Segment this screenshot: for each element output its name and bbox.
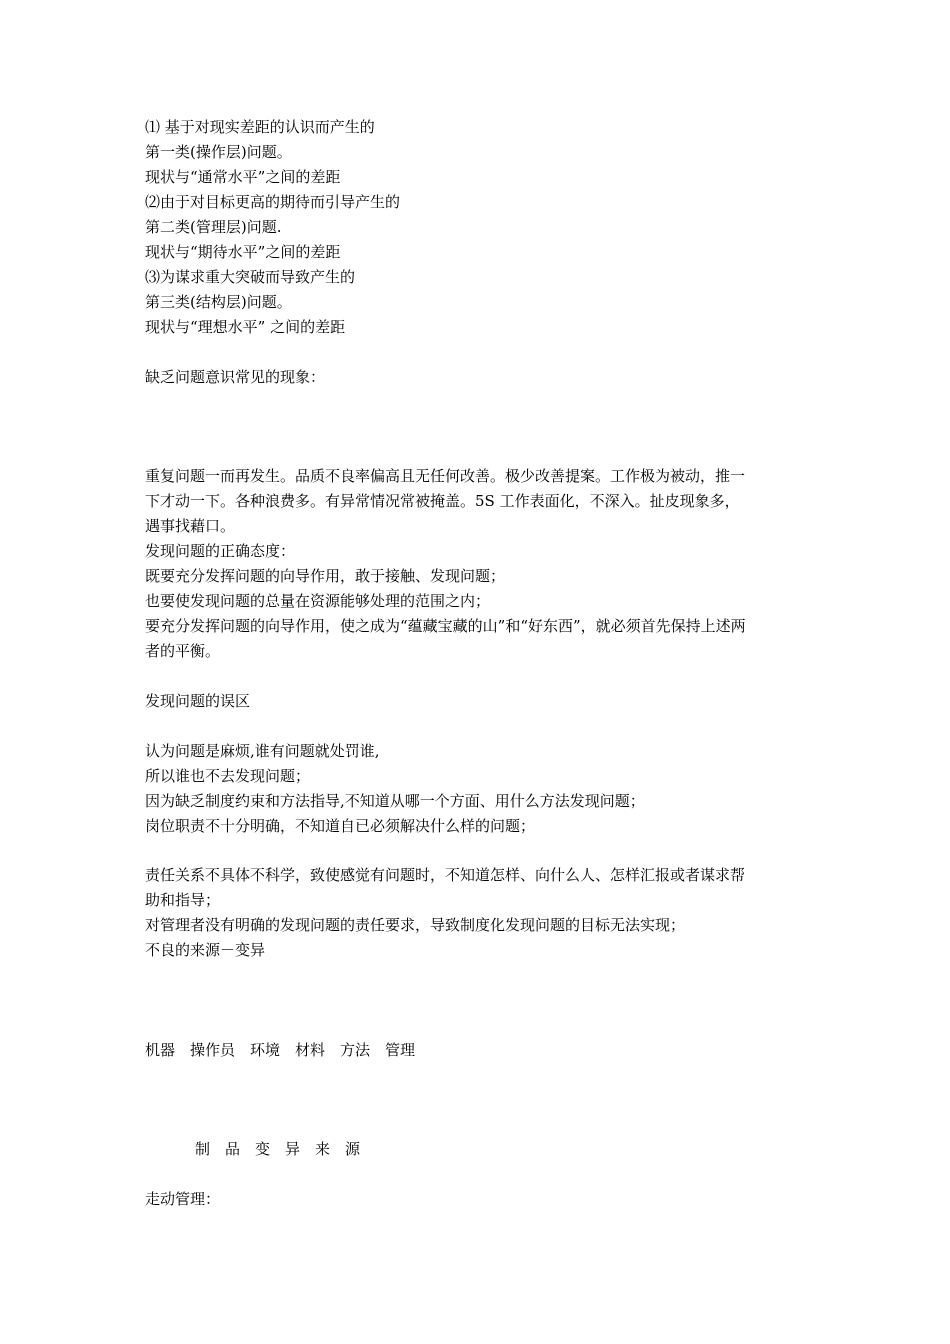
- mistakes-heading: 发现问题的误区: [145, 692, 251, 710]
- correct-attitude-item: 要充分发挥问题的向导作用，使之成为“蕴藏宝藏的山”和“好东西”，就必须首先保持上述两: [145, 617, 746, 635]
- responsibility-item: 助和指导；: [145, 891, 221, 909]
- mistake-item: 岗位职责不十分明确，不知道自已必须解决什么样的问题；: [145, 817, 536, 835]
- problem-type-2-line: ⑵由于对目标更高的期待而引导产生的: [145, 193, 401, 211]
- correct-attitude-item: 者的平衡。: [145, 642, 221, 660]
- problem-type-1-gap: 现状与“通常水平”之间的差距: [145, 168, 341, 186]
- problem-type-3-name: 第三类(结构层)问题。: [145, 293, 292, 311]
- variation-factors: 机器 操作员 环境 材料 方法 管理: [145, 1041, 416, 1059]
- correct-attitude-heading: 发现问题的正确态度：: [145, 542, 296, 560]
- variation-heading: 不良的来源－变异: [145, 941, 266, 959]
- mistake-item: 认为问题是麻烦,谁有问题就处罚谁,: [145, 742, 380, 760]
- correct-attitude-item: 也要使发现问题的总量在资源能够处理的范围之内；: [145, 592, 491, 610]
- problem-type-1-name: 第一类(操作层)问题。: [145, 143, 292, 161]
- mistake-item: 因为缺乏制度约束和方法指导,不知道从哪一个方面、用什么方法发现问题；: [145, 792, 645, 810]
- lack-awareness-paragraph-line: 下才动一下。各种浪费多。有异常情况常被掩盖。5S 工作表面化，不深入。扯皮现象多，: [145, 492, 740, 510]
- problem-type-2-name: 第二类(管理层)问题.: [145, 218, 282, 236]
- problem-type-3-line: ⑶为谋求重大突破而导致产生的: [145, 268, 356, 286]
- correct-attitude-item: 既要充分发挥问题的向导作用，敢于接触、发现问题；: [145, 567, 506, 585]
- responsibility-item: 对管理者没有明确的发现问题的责任要求，导致制度化发现问题的目标无法实现；: [145, 916, 686, 934]
- mistake-item: 所以谁也不去发现问题；: [145, 767, 311, 785]
- lack-awareness-paragraph-line: 重复问题一而再发生。品质不良率偏高且无任何改善。极少改善提案。工作极为被动，推一: [145, 467, 746, 485]
- problem-type-2-gap: 现状与“期待水平”之间的差距: [145, 243, 341, 261]
- walk-management-heading: 走动管理：: [145, 1190, 221, 1208]
- responsibility-item: 责任关系不具体不科学，致使感觉有问题时，不知道怎样、向什么人、怎样汇报或者谋求帮: [145, 866, 746, 884]
- lack-awareness-paragraph-line: 遇事找藉口。: [145, 517, 236, 535]
- problem-type-3-gap: 现状与“理想水平” 之间的差距: [145, 318, 346, 336]
- problem-type-1-line: ⑴ 基于对现实差距的认识而产生的: [145, 118, 375, 136]
- lack-awareness-heading: 缺乏问题意识常见的现象：: [145, 368, 326, 386]
- variation-source-label: 制 品 变 异 来 源: [195, 1140, 361, 1158]
